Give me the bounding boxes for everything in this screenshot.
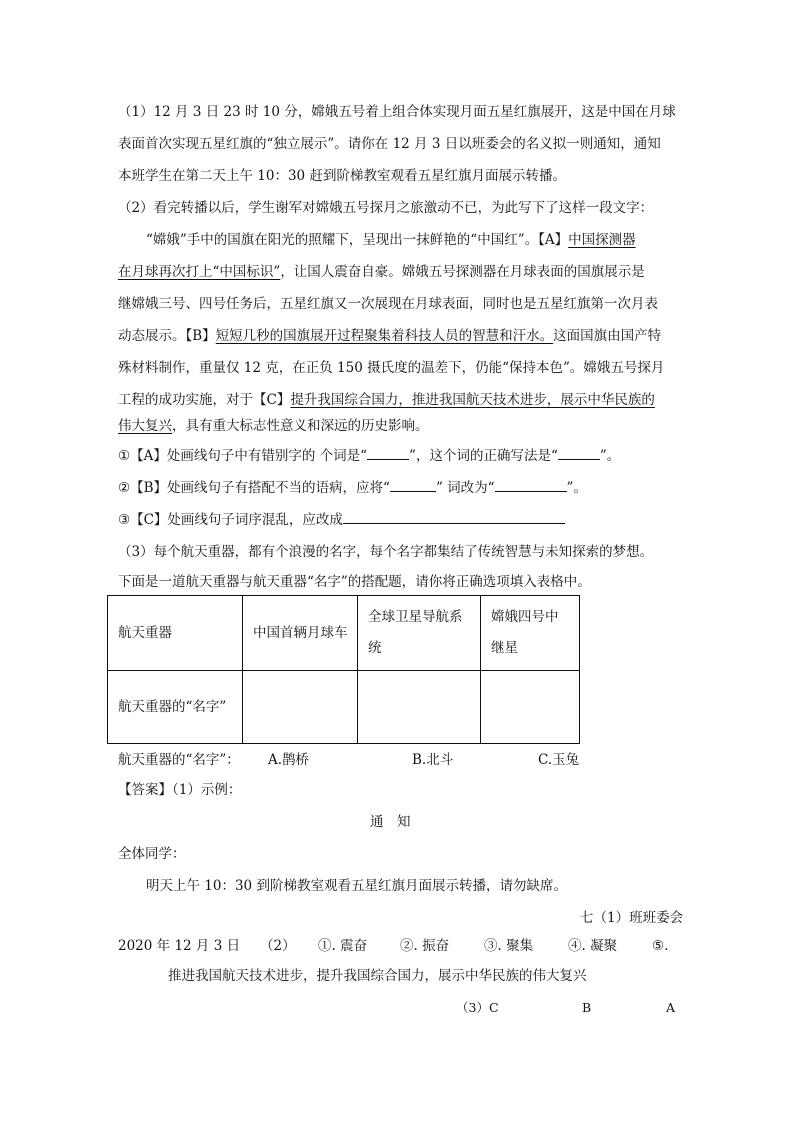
option-c: C.玉兔 [538,752,580,768]
answer-blank[interactable] [558,446,600,460]
question-b [118,478,587,498]
q2-para-line-1 [146,230,636,250]
underline-a: 在月球再次打上“中国标识” [118,264,281,280]
answer-item: ②. 振奋 [400,938,450,954]
q2-para-line-5: 殊材料制作，重量仅 12 克，在正负 150 摄氏度的温差下，仍能“保持本色”。嫦娥五号探月 [118,360,665,376]
cell-line: 统 [368,640,382,656]
question-b-text: ”。 [566,480,587,496]
question-c [118,510,565,530]
notice-title: 通 知 [370,814,411,830]
answer-cell[interactable] [243,671,358,744]
answer-item: ⑤. [652,938,669,954]
notice-greeting: 全体同学： [118,846,186,862]
answer-cell[interactable] [481,671,580,744]
question-c-text: ③【C】处画线句子词序混乱，应改成 [118,512,343,528]
underline-b: 短短几秒的国旗展开过程聚集着科技人员的智慧和汗水。 [215,328,554,344]
q2-para-line-6 [118,390,655,410]
q2-text: 动态展示。【B】 [118,328,216,344]
table-row [108,671,580,744]
cell-line: 继星 [491,640,518,656]
q2-para-line-7 [118,416,429,436]
q2-para-line-2 [118,262,645,282]
option-b: B.北斗 [412,752,454,768]
q1-line-2: 表面首次实现五星红旗的“独立展示”。请你在 12 月 3 日以班委会的名义拟一则通知，通知 [118,136,661,152]
question-b-text: ②【B】处画线句子有搭配不当的语病，应将“ [118,480,390,496]
q1-line-3: 本班学生在第二天上午 10：30 赶到阶梯教室观看五星红旗月面展示转播。 [118,168,566,184]
question-a-text: ”。 [599,448,621,464]
q2-text: 这面国旗由国产特 [553,328,662,344]
q2-para-line-3: 继嫦娥三号、四号任务后，五星红旗又一次展现在月球表面，同时也是五星红旗第一次月表 [118,296,658,312]
q2-text: ，具有重大标志性意义和深远的历史影响。 [172,418,429,434]
q2-text: ，让国人震奋自豪。嫦娥五号探测器在月球表面的国旗展示是 [280,264,645,280]
underline-a: 中国探测器 [568,232,636,248]
answer-item: ①. 震奋 [318,938,368,954]
notice-body: 明天上午 10：30 到阶梯教室观看五星红旗月面展示转播，请勿缺席。 [146,878,567,894]
answer-blank[interactable] [495,478,567,492]
q3-line-2: 下面是一道航天重器与航天重器“名字”的搭配题，请你将正确选项填入表格中。 [118,574,591,590]
matching-table [107,595,580,744]
q2-para-line-4 [118,326,661,346]
answer-blank[interactable] [367,446,409,460]
answer-blank[interactable] [343,510,565,524]
answer-q3-b: B [582,1000,592,1015]
table-header-cell [481,596,580,671]
question-b-text: ” 词改为“ [435,480,495,496]
question-a [118,446,620,466]
answer-cell[interactable] [358,671,481,744]
answer-item: ④. 凝聚 [568,938,618,954]
q1-line-1: （1）12 月 3 日 23 时 10 分，嫦娥五号着上组合体实现月面五星红旗展开，这是中国在月球 [118,104,676,120]
table-label-cell: 航天重器的“名字” [108,671,243,744]
underline-c: 提升我国综合国力，推进我国航天技术进步，展示中华民族的 [290,392,655,408]
answer-blank[interactable] [390,478,436,492]
cell-line: 嫦娥四号中 [491,609,559,625]
q3-line-1: （3）每个航天重器，都有个浪漫的名字，每个名字都集结了传统智慧与未知探索的梦想。 [118,544,654,560]
answer-item: ③. 聚集 [484,938,534,954]
q2-intro: （2）看完转播以后，学生谢军对嫦娥五号探月之旅激动不已，为此写下了这样一段文字： [118,200,654,216]
options-label: 航天重器的“名字”： [118,752,240,768]
notice-signer: 七（1）班班委会 [580,910,684,926]
answer-item-5-text: 推进我国航天技术进步，提升我国综合国力，展示中华民族的伟大复兴 [168,968,587,984]
table-header-cell: 航天重器 [108,596,243,671]
table-header-cell: 中国首辆月球车 [243,596,358,671]
question-a-text: ”，这个词的正确写法是“ [409,448,558,464]
option-a: A.鹊桥 [268,752,310,768]
q2-text: 工程的成功实施，对于【C】 [118,392,291,408]
options-line [118,750,240,770]
answer-q3-a: A [666,1000,676,1015]
answer-label: 【答案】（1）示例： [118,782,242,798]
notice-date: 2020 年 12 月 3 日 [118,938,241,954]
q2-text: “嫦娥”手中的国旗在阳光的照耀下，呈现出一抹鲜艳的“中国红”。【A】 [146,232,569,248]
answer-q3-label: （3）C [456,1000,499,1015]
answer-q2-label: （2） [260,938,296,954]
cell-line: 全球卫星导航系 [368,609,463,625]
table-header-cell [358,596,481,671]
underline-c: 伟大复兴 [118,418,172,434]
table-row [108,596,580,671]
question-a-text: ①【A】处画线句子中有错别字的 个词是“ [118,448,368,464]
